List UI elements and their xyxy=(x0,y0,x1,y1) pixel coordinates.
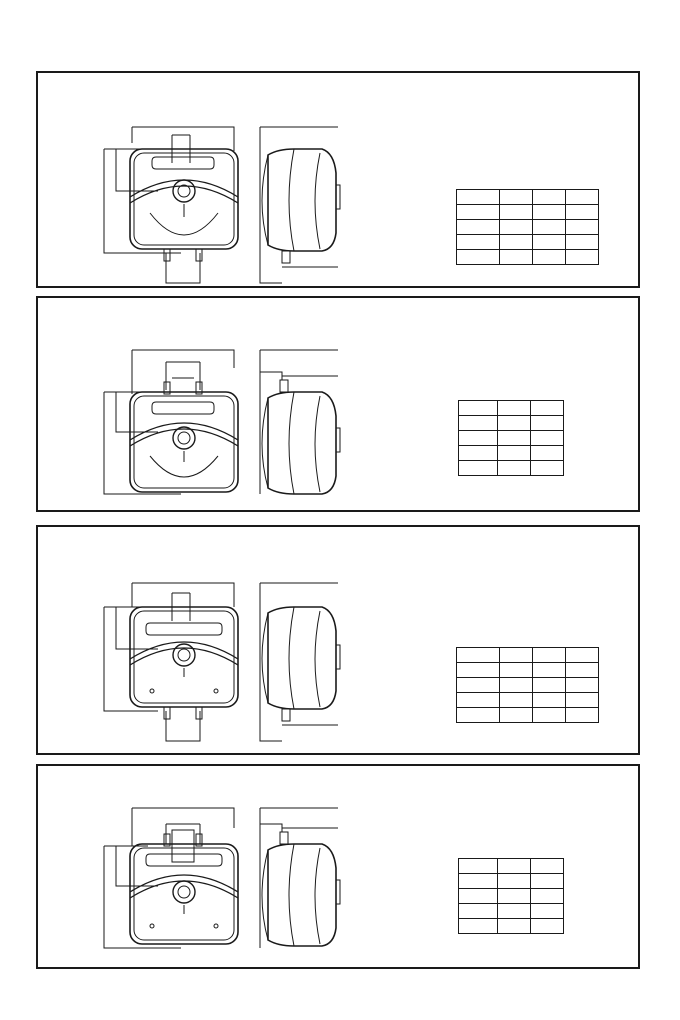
side-body xyxy=(268,844,336,946)
width-dimension-line xyxy=(132,127,234,151)
pipe-cold xyxy=(164,249,170,261)
pipe-spacing-line xyxy=(166,824,200,862)
display-window xyxy=(146,854,222,866)
pipe-hot xyxy=(196,249,202,261)
panel-over-sink-2 xyxy=(36,764,640,969)
side-body xyxy=(268,149,336,251)
panel-over-sink-1 xyxy=(36,296,640,512)
width-dimension-line xyxy=(132,350,234,368)
dimension-table xyxy=(456,189,599,265)
control-knob xyxy=(173,427,195,449)
pipe-cold xyxy=(164,707,170,719)
display-window xyxy=(152,402,214,414)
display-window xyxy=(146,623,222,635)
panel-under-sink-1 xyxy=(36,71,640,288)
control-knob xyxy=(173,644,195,666)
front-swoosh xyxy=(130,642,238,665)
side-body xyxy=(268,607,336,709)
pipe-hot xyxy=(196,707,202,719)
pipe-spacing-line xyxy=(166,362,200,390)
pipe-spacing-line xyxy=(166,253,200,283)
dimension-table xyxy=(458,858,564,934)
control-knob xyxy=(173,881,195,903)
side-body xyxy=(268,392,336,494)
panel-under-sink-2 xyxy=(36,525,640,755)
inner-dimension-line xyxy=(116,392,158,432)
dimension-table xyxy=(458,400,564,476)
pipe-spacing-line xyxy=(166,711,200,741)
front-body xyxy=(130,149,238,249)
width-dimension-line xyxy=(132,583,234,607)
dimension-table xyxy=(456,647,599,723)
control-knob xyxy=(173,180,195,202)
display-window xyxy=(152,157,214,169)
side-depth-line xyxy=(260,583,282,741)
width-dimension-line xyxy=(132,808,234,828)
